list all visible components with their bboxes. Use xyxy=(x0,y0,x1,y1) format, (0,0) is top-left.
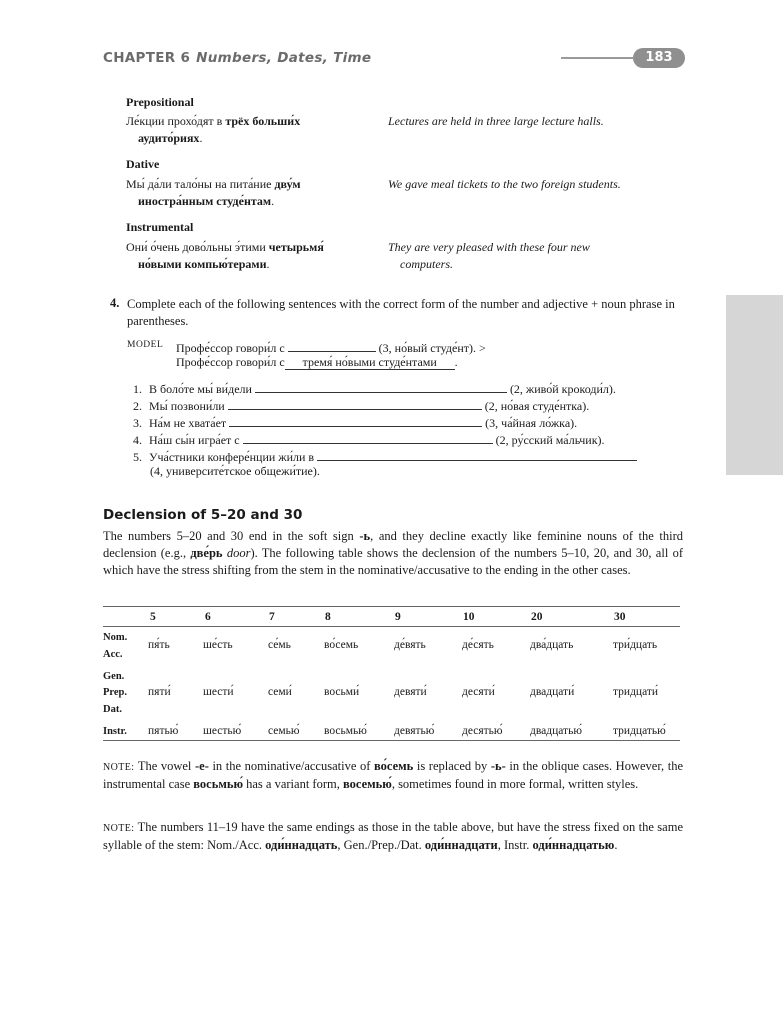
table-cell: шести́ xyxy=(203,686,234,698)
exercise-instruction: Complete each of the following sentences with the correct form of the number and adjective + noun phrase in parentheses. xyxy=(127,297,675,328)
table-cell: двадцати́ xyxy=(530,686,575,698)
header-rule xyxy=(561,57,641,59)
table-header: 30 xyxy=(614,611,626,623)
model-filled-answer: тремя́ но́выми студе́нтами xyxy=(285,356,455,370)
answer-blank[interactable] xyxy=(243,430,493,444)
model-prompt: Профе́ссор говори́л с (3, но́вый студе́нт). > xyxy=(176,338,486,356)
answer-blank[interactable] xyxy=(288,338,376,352)
table-cell: девятью́ xyxy=(394,725,435,737)
table-cell: де́сять xyxy=(462,639,494,651)
table-cell: пяти́ xyxy=(148,686,171,698)
answer-blank[interactable] xyxy=(317,447,637,461)
table-cell: ше́сть xyxy=(203,639,233,651)
table-cell: шестью́ xyxy=(203,725,242,737)
row-label: Acc. xyxy=(103,649,123,660)
table-cell: пятью́ xyxy=(148,725,179,737)
case-heading-prepositional: Prepositional xyxy=(126,95,194,109)
table-cell: де́вять xyxy=(394,639,426,651)
table-header: 5 xyxy=(150,611,156,623)
section-paragraph: The numbers 5–20 and 30 end in the soft sign -ь, and they decline exactly like feminine nouns of the third declension (e.g., две́рь door). The following table shows the declension of the numbers 5–10, 20, and 30, all of which have the stress shifting from the stem in the nominative/accusative to the ending in the other cases. xyxy=(103,529,683,577)
table-header: 9 xyxy=(395,611,401,623)
russian-example: Ле́кции прохо́дят в трёх больши́х аудито́риях. xyxy=(126,114,301,145)
exercise-item: 3. На́м не хвата́ет (3, ча́йная ло́жка). xyxy=(133,413,577,431)
table-cell: десяти́ xyxy=(462,686,495,698)
note-paragraph: NOTE: The vowel -е- in the nominative/accusative of во́семь is replaced by -ь- in the oblique cases. However, the instrumental case восьмью́ has a variant form, восемью́, sometimes found in more formal, written styles. xyxy=(103,759,683,791)
table-cell: три́дцать xyxy=(613,639,658,651)
table-rule-bottom xyxy=(103,740,680,741)
english-translation: We gave meal tickets to the two foreign students. xyxy=(388,177,621,191)
exercise-item: 1. В боло́те мы́ ви́дели (2, живо́й крокоди́л). xyxy=(133,379,616,397)
model-answer: Профе́ссор говори́л с тремя́ но́выми студе́нтами . xyxy=(176,355,458,369)
table-header: 20 xyxy=(531,611,543,623)
russian-example: Они́ о́чень дово́льны э́тими четырьмя́ но́выми компью́терами. xyxy=(126,240,324,271)
answer-blank[interactable] xyxy=(228,396,482,410)
table-cell: восьмью́ xyxy=(324,725,367,737)
case-heading-dative: Dative xyxy=(126,157,160,171)
exercise-item: 2. Мы́ позвони́ли (2, но́вая студе́нтка). xyxy=(133,396,589,414)
table-cell: девяти́ xyxy=(394,686,427,698)
page-header xyxy=(103,48,683,68)
table-cell: десятью́ xyxy=(462,725,503,737)
thumb-tab xyxy=(726,295,783,475)
chapter-title: Numbers, Dates, Time xyxy=(196,50,372,66)
exercise-number: 4. xyxy=(110,296,120,310)
exercise-item: 4. На́ш сы́н игра́ет с (2, ру́сский ма́льчик). xyxy=(133,430,605,448)
case-heading-instrumental: Instrumental xyxy=(126,220,194,234)
table-cell: пя́ть xyxy=(148,639,170,651)
table-cell: се́мь xyxy=(268,639,291,651)
exercise-item: 5. Уча́стники конфере́нции жи́ли в xyxy=(133,447,637,465)
table-rule-header xyxy=(103,626,680,627)
table-cell: во́семь xyxy=(324,639,359,651)
table-header: 7 xyxy=(269,611,275,623)
exercise-item-continuation: (4, университе́тское общежи́тие). xyxy=(150,464,320,478)
english-translation: They are very pleased with these four new computers. xyxy=(388,240,590,271)
row-label: Prep. xyxy=(103,687,128,698)
answer-blank[interactable] xyxy=(229,413,482,427)
chapter-label: CHAPTER 6 xyxy=(103,50,191,66)
table-cell: двадцатью́ xyxy=(530,725,582,737)
table-cell: тридцатью́ xyxy=(613,725,666,737)
english-translation: Lectures are held in three large lecture halls. xyxy=(388,114,604,128)
answer-blank[interactable] xyxy=(255,379,507,393)
model-label: MODEL xyxy=(127,340,164,350)
table-cell: восьми́ xyxy=(324,686,360,698)
running-head xyxy=(103,50,371,66)
page-number: 183 xyxy=(633,48,685,68)
table-rule-top xyxy=(103,606,680,607)
table-header: 6 xyxy=(205,611,211,623)
russian-example: Мы́ да́ли тало́ны на пита́ние дву́м иностра́нным студе́нтам. xyxy=(126,177,301,208)
table-header: 8 xyxy=(325,611,331,623)
row-label: Instr. xyxy=(103,726,127,737)
row-label: Nom. xyxy=(103,632,128,643)
row-label: Dat. xyxy=(103,704,122,715)
section-heading: Declension of 5–20 and 30 xyxy=(103,507,303,523)
table-cell: два́дцать xyxy=(530,639,574,651)
row-label: Gen. xyxy=(103,671,125,682)
table-cell: семью́ xyxy=(268,725,300,737)
table-cell: тридцати́ xyxy=(613,686,659,698)
table-cell: семи́ xyxy=(268,686,292,698)
note-paragraph: NOTE: The numbers 11–19 have the same endings as those in the table above, but have the stress fixed on the same syllable of the stem: Nom./Acc. оди́ннадцать, Gen./Prep./Dat. оди́ннадцати, Instr. оди́ннадцатью. xyxy=(103,820,683,852)
table-header: 10 xyxy=(463,611,475,623)
